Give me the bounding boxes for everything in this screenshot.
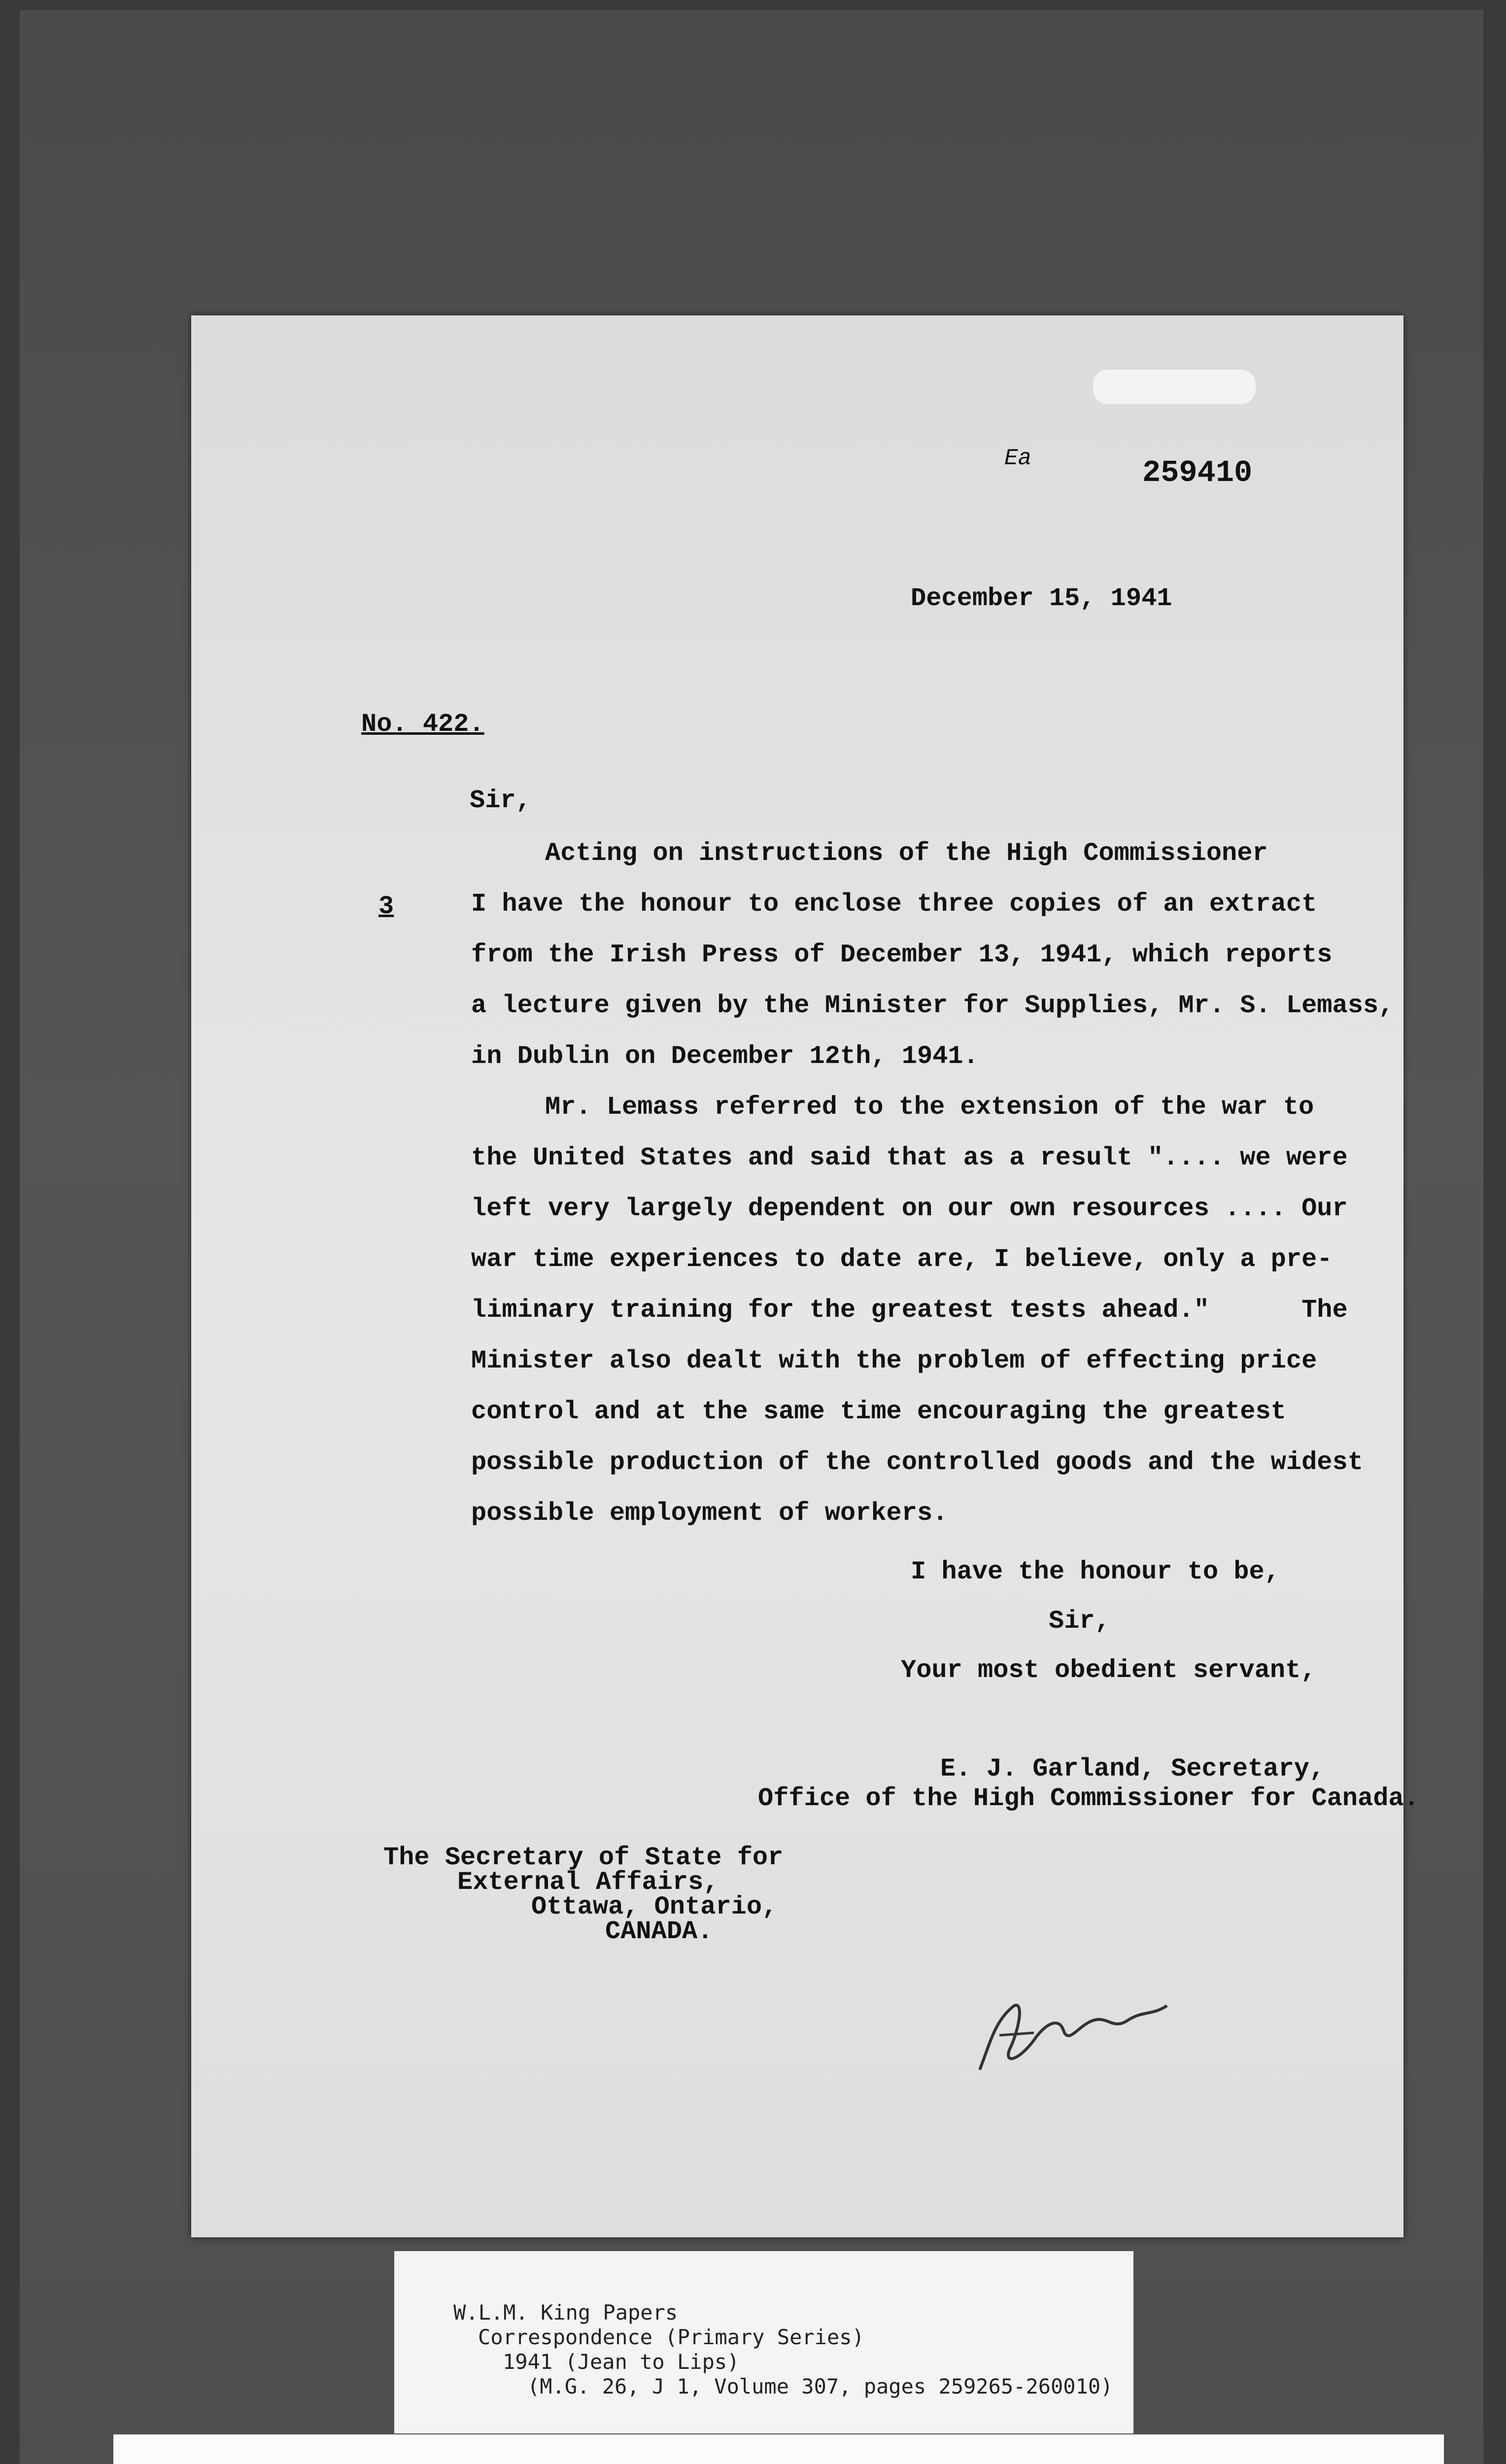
addressee-line-2: External Affairs,: [457, 1868, 719, 1897]
signatory-office: Office of the High Commissioner for Canada.: [758, 1784, 1419, 1813]
paragraph-line: possible production of the controlled goods and the widest: [471, 1448, 1363, 1477]
handwritten-mark: Ea: [1004, 445, 1032, 471]
reference-number: No. 422.: [361, 710, 484, 739]
paragraph-line: a lecture given by the Minister for Supplies, Mr. S. Lemass,: [471, 991, 1394, 1020]
signatory-name: E. J. Garland, Secretary,: [940, 1754, 1325, 1783]
archives-banner: [113, 2434, 1444, 2464]
paragraph-line: from the Irish Press of December 13, 1941, which reports: [471, 940, 1333, 969]
addressee-line-4: CANADA.: [605, 1917, 713, 1946]
paragraph-line: war time experiences to date are, I believe, only a pre-: [471, 1245, 1333, 1274]
paragraph-line: left very largely dependent on our own resources .... Our: [471, 1194, 1348, 1223]
addressee-line-3: Ottawa, Ontario,: [531, 1892, 778, 1921]
salutation: Sir,: [470, 786, 531, 815]
closing-line-1: I have the honour to be,: [911, 1557, 1280, 1586]
label-line: Correspondence (Primary Series): [478, 2325, 864, 2349]
margin-note: 3: [378, 892, 394, 921]
archive-reference-label: [394, 2251, 1133, 2433]
paragraph-line: liminary training for the greatest tests ahead." The: [471, 1296, 1348, 1325]
paragraph-line: control and at the same time encouraging the greatest: [471, 1397, 1286, 1426]
letter-date: December 15, 1941: [911, 584, 1172, 613]
paragraph-line: in Dublin on December 12th, 1941.: [471, 1042, 979, 1071]
paragraph-1: [471, 828, 1407, 1082]
paragraph-2: [471, 1082, 1407, 1539]
paragraph-line: possible employment of workers.: [471, 1499, 948, 1528]
label-line: 1941 (Jean to Lips): [503, 2350, 740, 2374]
stamp-smudge: [1093, 370, 1256, 404]
paragraph-line: Acting on instructions of the High Commissioner: [545, 839, 1268, 868]
label-line: (M.G. 26, J 1, Volume 307, pages 259265-260010): [527, 2374, 1113, 2398]
closing-line-3: Your most obedient servant,: [901, 1656, 1316, 1685]
closing-line-2: Sir,: [1049, 1607, 1110, 1636]
stamp-number: 259410: [1142, 455, 1253, 490]
paragraph-line: the United States and said that as a result ".... we were: [471, 1143, 1348, 1172]
paragraph-line: I have the honour to enclose three copies of an extract: [471, 890, 1317, 919]
signature: [960, 1986, 1177, 2085]
letter-page: [191, 315, 1419, 2237]
paragraph-line: Minister also dealt with the problem of effecting price: [471, 1346, 1317, 1375]
label-line: W.L.M. King Papers: [453, 2300, 678, 2325]
paragraph-line: Mr. Lemass referred to the extension of the war to: [545, 1093, 1314, 1122]
addressee-line-1: The Secretary of State for: [383, 1843, 784, 1872]
